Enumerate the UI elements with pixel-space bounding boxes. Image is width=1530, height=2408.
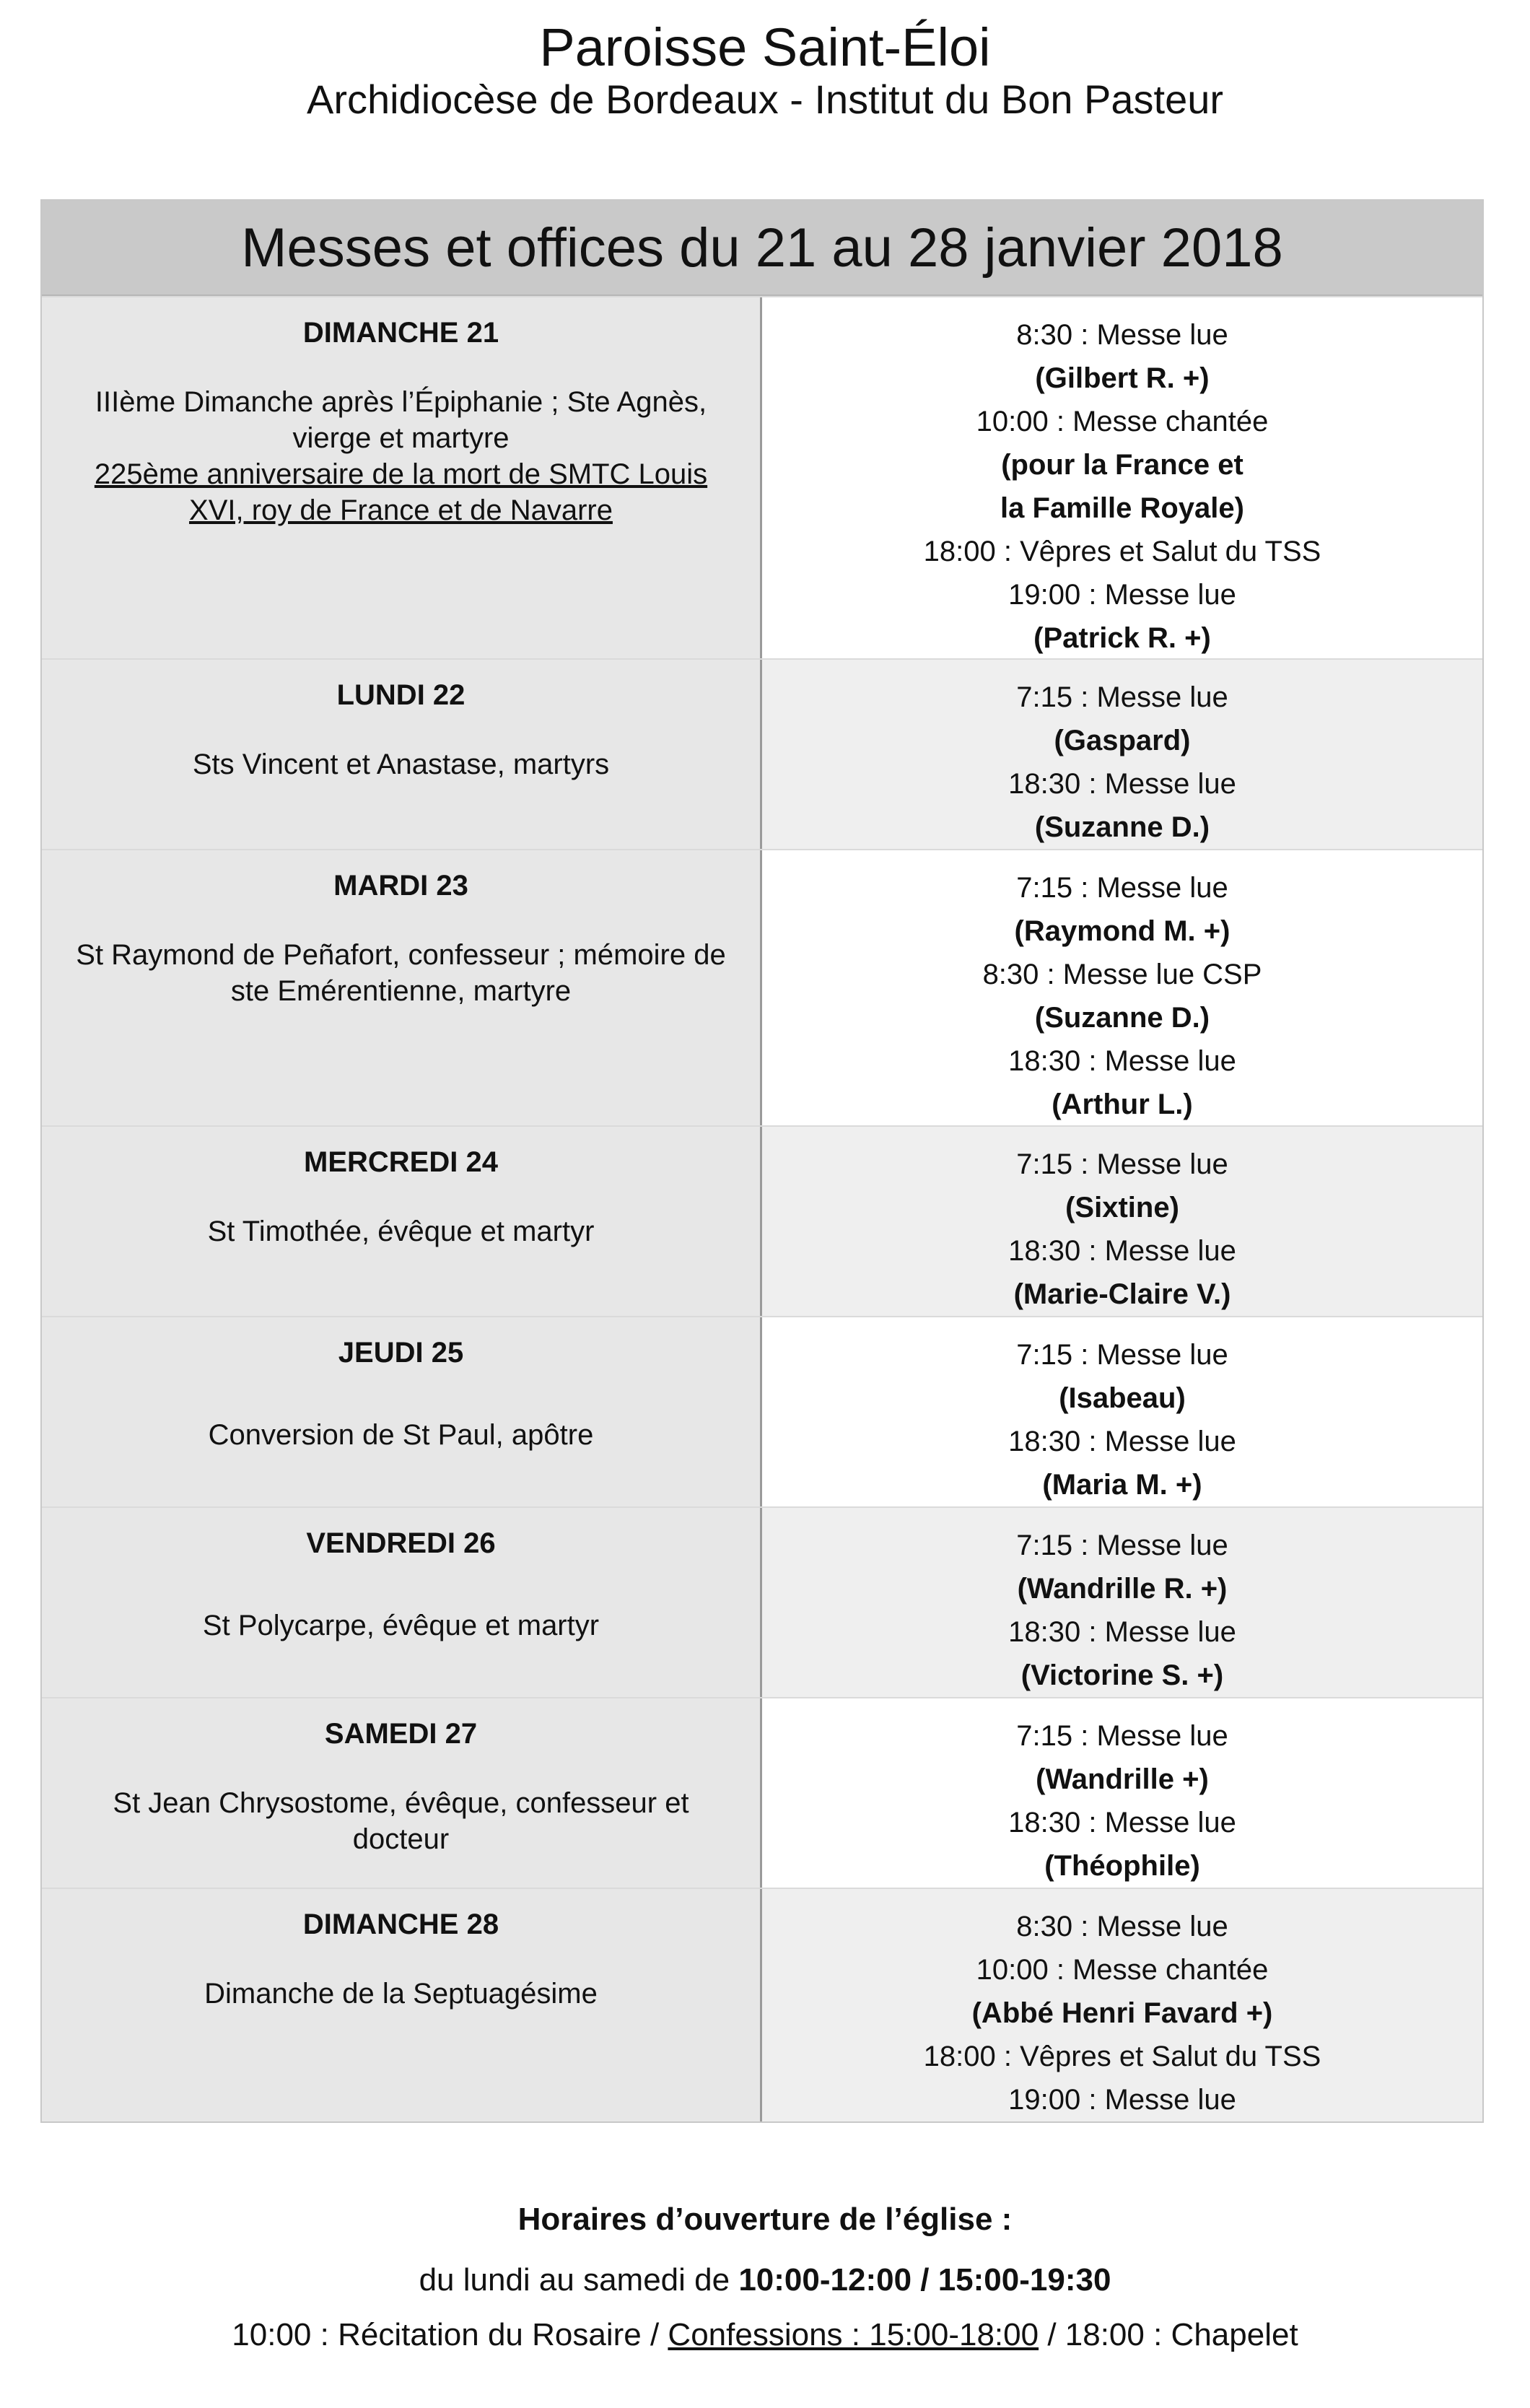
- mass-line: 10:00 : Messe chantée: [976, 1954, 1269, 1986]
- weekday-hours: [0, 2262, 1530, 2298]
- mass-line: 8:30 : Messe lue: [1016, 319, 1228, 351]
- mass-line: 18:30 : Messe lue: [1008, 1616, 1236, 1648]
- intention-line: (Suzanne D.): [1034, 811, 1210, 843]
- day-label: JEUDI 25: [338, 1337, 464, 1369]
- mass-line: 18:00 : Vêpres et Salut du TSS: [923, 536, 1321, 567]
- feast-description: Conversion de St Paul, apôtre: [208, 1419, 594, 1451]
- mass-line: 8:30 : Messe lue CSP: [982, 959, 1262, 990]
- mass-times-cell: [762, 660, 1482, 849]
- schedule-row: [42, 1888, 1482, 2121]
- schedule-row: [42, 1316, 1482, 1506]
- mass-times-cell: [762, 1698, 1482, 1888]
- day-label: DIMANCHE 28: [302, 1908, 499, 1940]
- day-cell: [42, 850, 762, 1125]
- feast-description: St Jean Chrysostome, évêque, confesseur et docteur: [113, 1787, 689, 1855]
- anniversary-note: 225ème anniversaire de la mort de SMTC Louis XVI, roy de France et de Navarre: [94, 458, 708, 526]
- intention-line: (Sixtine): [1065, 1192, 1179, 1223]
- day-cell: [42, 660, 762, 849]
- mass-line: 18:30 : Messe lue: [1008, 1807, 1236, 1838]
- intention-line: (Maria M. +): [1042, 1469, 1202, 1501]
- intention-line: (Patrick R. +): [1033, 622, 1211, 654]
- intention-line: la Famille Royale): [1000, 492, 1244, 524]
- mass-times-cell: [762, 1317, 1482, 1506]
- daily-devotions: [0, 2317, 1530, 2353]
- day-cell: [42, 1508, 762, 1697]
- feast-description: St Raymond de Peñafort, confesseur ; mémoire de ste Emérentienne, martyre: [76, 939, 726, 1007]
- day-cell: [42, 297, 762, 658]
- intention-line: (Marie-Claire V.): [1013, 1278, 1231, 1310]
- mass-times-cell: [762, 297, 1482, 658]
- mass-line: 7:15 : Messe lue: [1016, 1720, 1228, 1752]
- mass-line: 18:30 : Messe lue: [1008, 1235, 1236, 1267]
- mass-times-cell: [762, 1508, 1482, 1697]
- weekday-hours-times: 10:00-12:00 / 15:00-19:30: [738, 2262, 1111, 2298]
- day-label: DIMANCHE 21: [302, 317, 499, 349]
- parish-subtitle: Archidiocèse de Bordeaux - Institut du Bon Pasteur: [306, 77, 1224, 122]
- schedule-row: [42, 849, 1482, 1125]
- chapelet-text: / 18:00 : Chapelet: [1039, 2317, 1298, 2352]
- opening-hours-heading: Horaires d’ouverture de l’église :: [517, 2202, 1013, 2237]
- intention-line: (Gilbert R. +): [1035, 362, 1210, 394]
- intention-line: (Victorine S. +): [1020, 1659, 1224, 1691]
- day-label: MARDI 23: [333, 870, 468, 902]
- intention-line: (pour la France et: [1001, 449, 1243, 481]
- feast-description: St Polycarpe, évêque et martyr: [202, 1610, 600, 1641]
- day-cell: [42, 1698, 762, 1888]
- mass-line: 18:30 : Messe lue: [1008, 768, 1236, 800]
- day-label: MERCREDI 24: [304, 1146, 498, 1178]
- mass-line: 7:15 : Messe lue: [1016, 681, 1228, 713]
- confessions-text: Confessions : 15:00-18:00: [668, 2317, 1039, 2352]
- day-label: LUNDI 22: [336, 679, 465, 711]
- schedule-row: [42, 1125, 1482, 1316]
- mass-times-cell: [762, 1889, 1482, 2121]
- intention-line: (Abbé Henri Favard +): [971, 1997, 1273, 2029]
- intention-line: (Arthur L.): [1052, 1089, 1193, 1120]
- intention-line: (Théophile): [1044, 1850, 1200, 1882]
- mass-line: 7:15 : Messe lue: [1016, 1530, 1228, 1561]
- feast-description: Dimanche de la Septuagésime: [204, 1978, 598, 2010]
- mass-line: 8:30 : Messe lue: [1016, 1911, 1228, 1942]
- schedule-row: [42, 1506, 1482, 1697]
- parish-title: Paroisse Saint-Éloi: [539, 17, 991, 77]
- mass-line: 19:00 : Messe lue: [1008, 579, 1236, 611]
- schedule-row: [42, 658, 1482, 849]
- mass-line: 18:00 : Vêpres et Salut du TSS: [923, 2041, 1321, 2072]
- intention-line: (Wandrille R. +): [1017, 1573, 1228, 1605]
- day-label: SAMEDI 27: [324, 1718, 478, 1750]
- intention-line: (Gaspard): [1054, 725, 1191, 756]
- day-cell: [42, 1889, 762, 2121]
- intention-line: (Suzanne D.): [1034, 1002, 1210, 1034]
- feast-description: Sts Vincent et Anastase, martyrs: [192, 749, 610, 780]
- mass-line: 7:15 : Messe lue: [1016, 872, 1228, 904]
- mass-line: 10:00 : Messe chantée: [976, 406, 1269, 437]
- day-label: VENDREDI 26: [306, 1527, 496, 1559]
- schedule-title: Messes et offices du 21 au 28 janvier 2018: [42, 201, 1482, 296]
- feast-description: St Timothée, évêque et martyr: [207, 1216, 595, 1247]
- day-cell: [42, 1127, 762, 1316]
- mass-line: 18:30 : Messe lue: [1008, 1426, 1236, 1457]
- mass-times-cell: [762, 1127, 1482, 1316]
- mass-line: 18:30 : Messe lue: [1008, 1045, 1236, 1077]
- schedule-table: [40, 199, 1484, 2123]
- mass-times-cell: [762, 850, 1482, 1125]
- intention-line: (Raymond M. +): [1014, 915, 1230, 947]
- day-cell: [42, 1317, 762, 1506]
- mass-line: 7:15 : Messe lue: [1016, 1148, 1228, 1180]
- schedule-row: [42, 1697, 1482, 1888]
- weekday-hours-prefix: du lundi au samedi de: [419, 2262, 739, 2298]
- intention-line: (Isabeau): [1059, 1382, 1186, 1414]
- mass-line: 19:00 : Messe lue: [1008, 2084, 1236, 2116]
- feast-description: IIIème Dimanche après l’Épiphanie ; Ste Agnès, vierge et martyre: [95, 386, 707, 454]
- intention-line: (Wandrille +): [1036, 1763, 1209, 1795]
- mass-line: 7:15 : Messe lue: [1016, 1339, 1228, 1371]
- rosary-text: 10:00 : Récitation du Rosaire /: [232, 2317, 668, 2352]
- schedule-row: [42, 296, 1482, 658]
